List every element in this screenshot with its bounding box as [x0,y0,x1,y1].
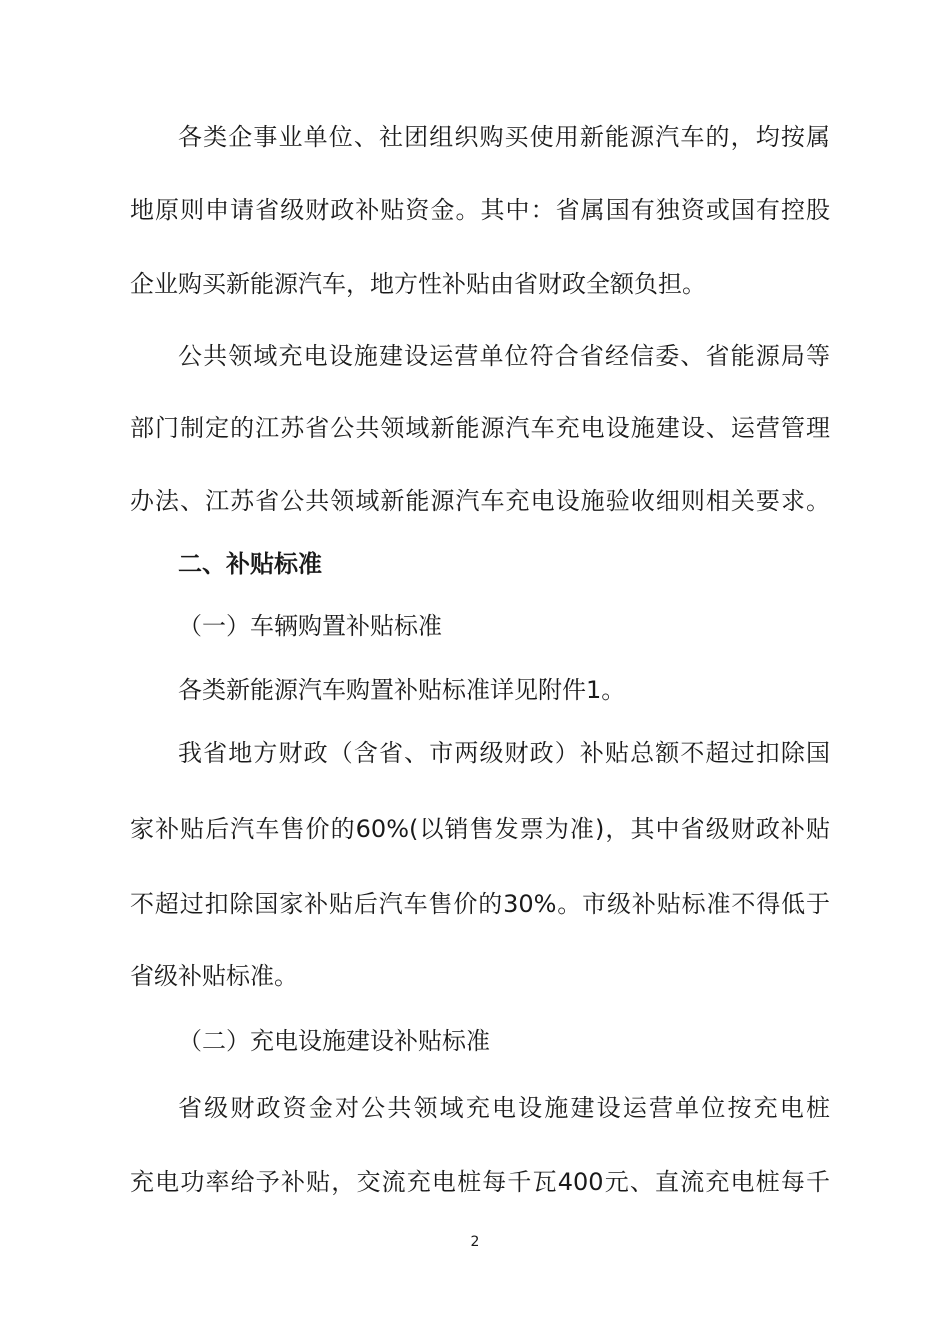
paragraph-line: 我省地方财政（含省、市两级财政）补贴总额不超过扣除国 [178,739,830,767]
paragraph-line: 企业购买新能源汽车，地方性补贴由省财政全额负担。 [130,270,706,298]
paragraph-line: 充电功率给予补贴，交流充电桩每千瓦400元、直流充电桩每千 [130,1168,830,1196]
page-number: 2 [470,1234,480,1250]
paragraph-line: 各类企事业单位、社团组织购买使用新能源汽车的，均按属 [178,123,830,151]
paragraph-line: 办法、江苏省公共领域新能源汽车充电设施验收细则相关要求。 [130,487,830,515]
paragraph-line: 省级财政资金对公共领域充电设施建设运营单位按充电桩 [178,1094,830,1122]
paragraph-line: 公共领域充电设施建设运营单位符合省经信委、省能源局等 [178,342,830,370]
paragraph-line: 地原则申请省级财政补贴资金。其中：省属国有独资或国有控股 [130,196,830,224]
subsection-heading: （二）充电设施建设补贴标准 [178,1027,490,1055]
paragraph-line: 省级补贴标准。 [130,962,298,990]
paragraph-line: 不超过扣除国家补贴后汽车售价的30%。市级补贴标准不得低于 [130,890,830,918]
section-heading: 二、补贴标准 [178,550,322,578]
paragraph-line: 家补贴后汽车售价的60%(以销售发票为准)，其中省级财政补贴 [130,815,830,843]
paragraph-line: 部门制定的江苏省公共领域新能源汽车充电设施建设、运营管理 [130,414,830,442]
subsection-heading: （一）车辆购置补贴标准 [178,612,442,640]
paragraph-line: 各类新能源汽车购置补贴标准详见附件1。 [178,676,626,704]
